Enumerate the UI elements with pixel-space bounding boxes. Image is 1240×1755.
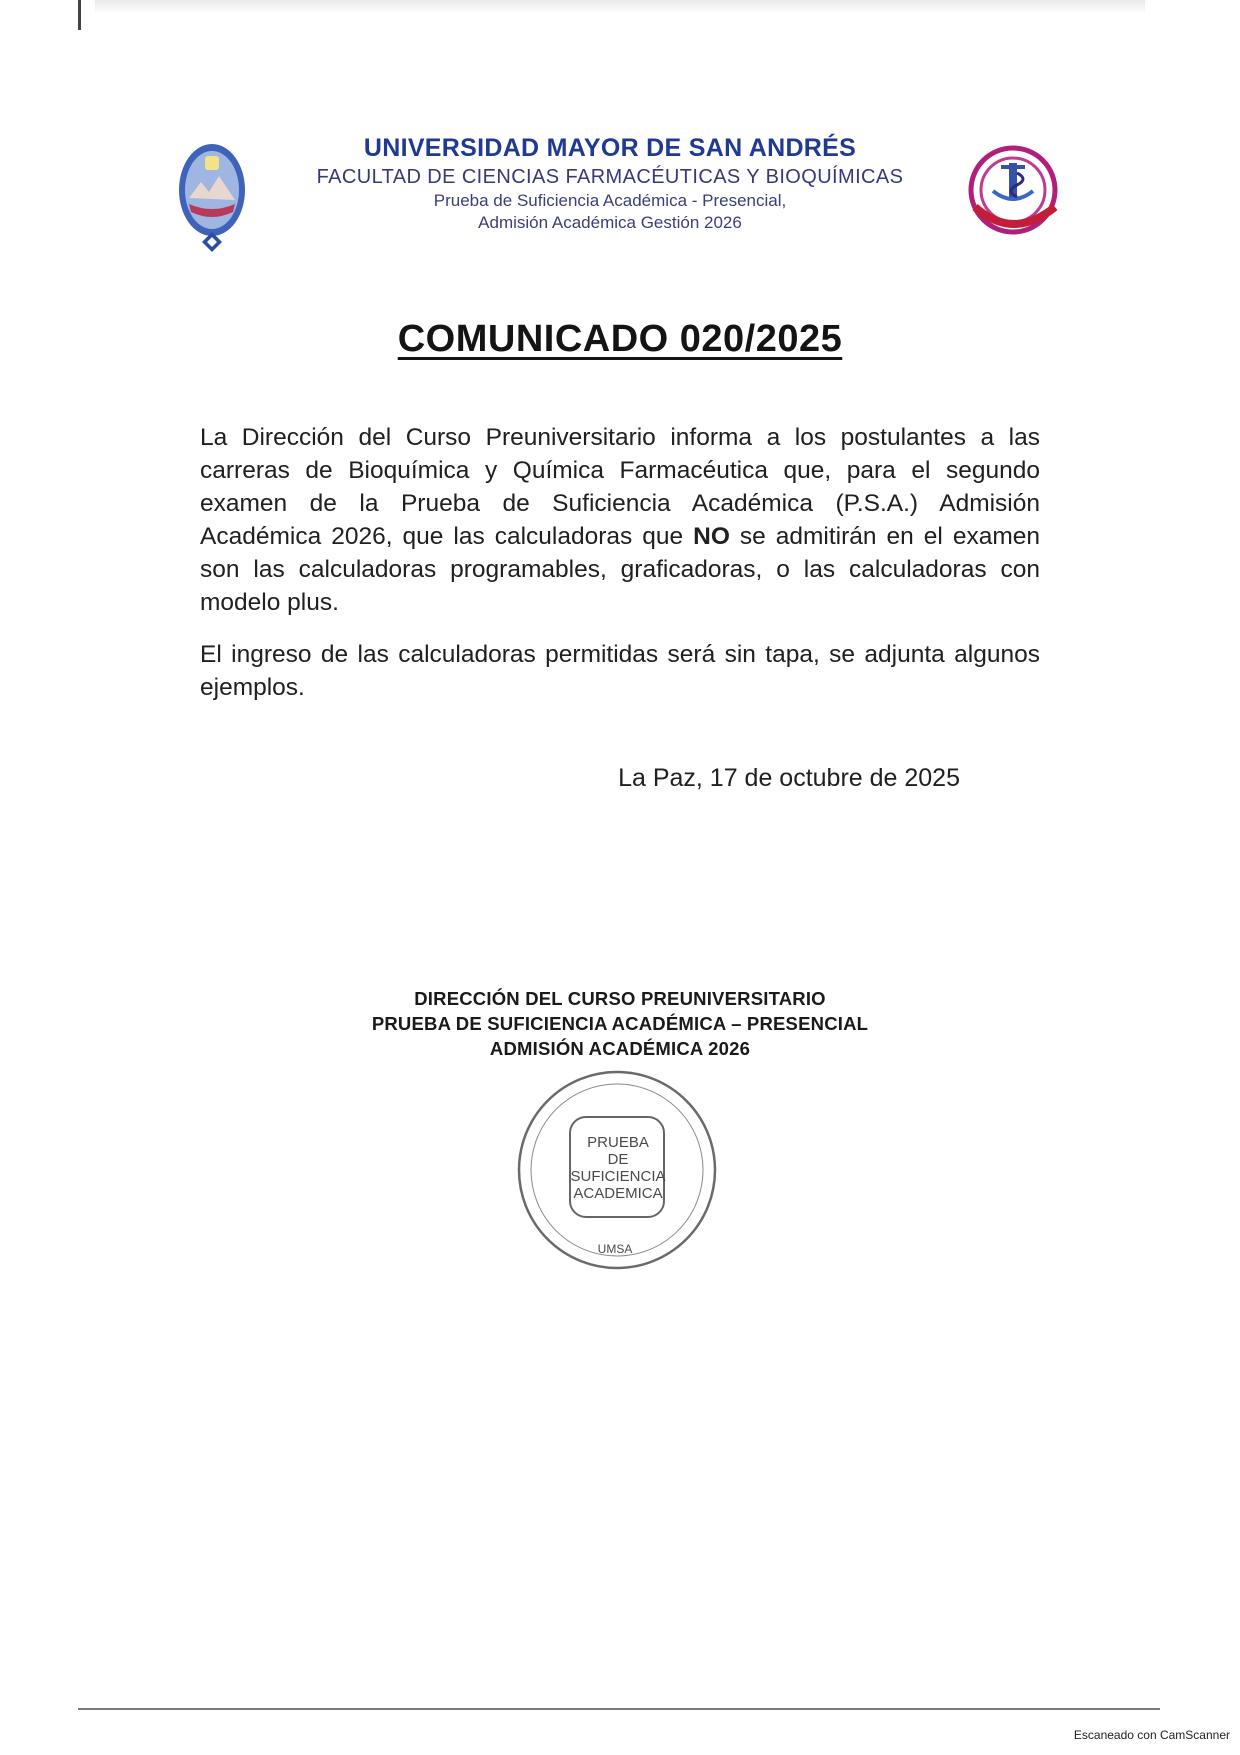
paragraph-1-text-a: La Dirección del Curso Preuniversitario informa a los postulantes a las carreras de Bioquímica y Química Farmacéutica que, para el segundo examen de la Prueba de Suficiencia Académica (P.S.A.) Admisión Académica 2026, que las calculadoras que	[200, 424, 1040, 550]
letterhead-subtitle-1: Prueba de Suficiencia Académica - Presencial,	[433, 191, 787, 210]
stamp-text-1: PRUEBA	[587, 1134, 649, 1151]
stamp-text-bottom: UMSA	[597, 1242, 633, 1256]
stamp-text-4: ACADEMICA	[573, 1185, 663, 1202]
letterhead-subtitle-2: Admisión Académica Gestión 2026	[478, 213, 742, 232]
document-date: La Paz, 17 de octubre de 2025	[618, 764, 960, 792]
umsa-crest-icon	[175, 138, 250, 256]
signature-line-3: ADMISIÓN ACADÉMICA 2026	[489, 1038, 751, 1059]
paragraph-1-emphasis: NO	[693, 523, 730, 550]
university-name: UNIVERSIDAD MAYOR DE SAN ANDRÉS	[363, 134, 857, 162]
stamp-text-3: SUFICIENCIA	[570, 1168, 666, 1185]
pharmacy-emblem-icon	[963, 145, 1068, 240]
signature-block	[300, 986, 940, 1061]
official-stamp	[510, 1065, 725, 1275]
stamp-text-2: DE	[607, 1151, 629, 1168]
scan-bottom-line	[78, 1708, 1160, 1710]
scan-edge-mark	[78, 0, 81, 30]
scan-top-shadow	[95, 0, 1145, 14]
faculty-name: FACULTAD DE CIENCIAS FARMACÉUTICAS Y BIOQUÍMICAS	[316, 166, 904, 188]
paragraph-1-text-b: se admitirán en el examen son las calculadoras programables, graficadoras, o las calculadoras con modelo plus.	[200, 523, 1040, 616]
document-title: COMUNICADO 020/2025	[397, 318, 843, 360]
scanner-watermark: Escaneado con CamScanner	[1073, 1728, 1230, 1742]
signature-line-1: DIRECCIÓN DEL CURSO PREUNIVERSITARIO	[414, 988, 826, 1009]
body-paragraph-2: El ingreso de las calculadoras permitidas será sin tapa, se adjunta algunos ejemplos.	[200, 641, 1040, 701]
letterhead	[260, 132, 960, 234]
signature-line-2: PRUEBA DE SUFICIENCIA ACADÉMICA – PRESENCIAL	[371, 1013, 869, 1034]
body-paragraph-1	[200, 421, 1040, 619]
